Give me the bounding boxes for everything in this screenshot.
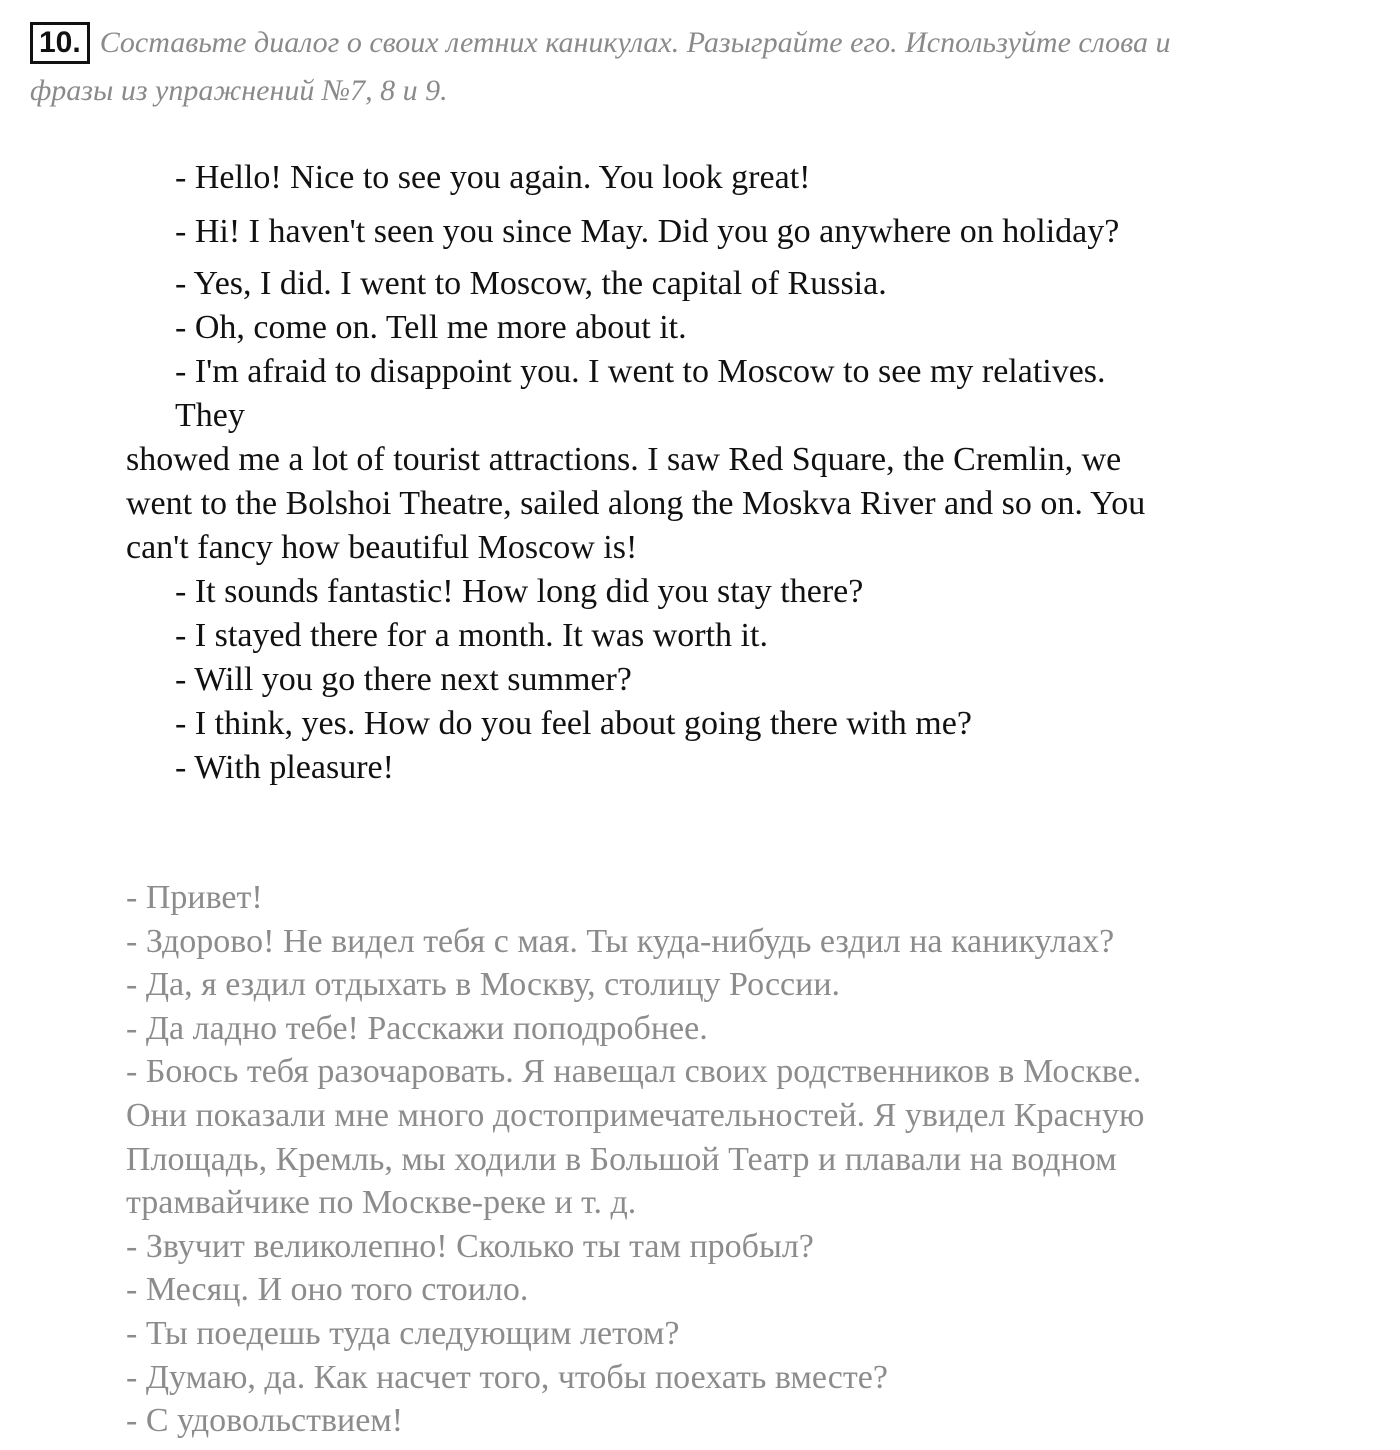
dialog-line-ru: - Ты поедешь туда следующим летом? [126,1314,680,1352]
dialog-russian [126,876,1326,1443]
dialog-line-ru: - Звучит великолепно! Сколько ты там пробыл? [126,1227,814,1265]
dialog-line: - Yes, I did. I went to Moscow, the capital of Russia. [175,265,887,302]
dialog-line: They [175,397,245,434]
dialog-line-ru: - Боюсь тебя разочаровать. Я навещал своих родственников в Москве. [126,1053,1142,1091]
dialog-line: went to the Bolshoi Theatre, sailed along the Moskva River and so on. You [126,485,1146,522]
dialog-line: - I stayed there for a month. It was worth it. [175,617,768,654]
dialog-line: - I think, yes. How do you feel about going there with me? [175,705,972,742]
dialog-line-ru: - Думаю, да. Как насчет того, чтобы поехать вместе? [126,1358,888,1396]
dialog-line: - Hello! Nice to see you again. You look great! [175,159,811,196]
task-instruction: Составьте диалог о своих летних каникулах. Разыграйте его. Используйте слова и [99,26,1171,59]
dialog-line: - It sounds fantastic! How long did you stay there? [175,573,864,610]
dialog-line: - Oh, come on. Tell me more about it. [175,309,687,346]
dialog-line-ru: Площадь, Кремль, мы ходили в Большой Театр и плавали на водном [126,1140,1117,1178]
dialog-line: - I'm afraid to disappoint you. I went to Moscow to see my relatives. [175,353,1106,390]
dialog-line: - With pleasure! [175,749,394,786]
dialog-line-ru: трамвайчике по Москве-реке и т. д. [126,1184,637,1222]
dialog-line-ru: - Здорово! Не видел тебя с мая. Ты куда-нибудь ездил на каникулах? [126,922,1115,960]
dialog-line: can't fancy how beautiful Moscow is! [126,529,638,566]
dialog-line: - Will you go there next summer? [175,661,632,698]
dialog-line: showed me a lot of tourist attractions. I saw Red Square, the Cremlin, we [126,441,1122,478]
task-instruction-continued: фразы из упражнений №7, 8 и 9. [30,74,448,107]
task-header [30,18,1370,114]
dialog-line: - Hi! I haven't seen you since May. Did you go anywhere on holiday? [175,213,1120,250]
task-instruction-row [30,18,1370,68]
dialog-line-ru: - Да, я ездил отдыхать в Москву, столицу России. [126,966,841,1004]
dialog-line-ru: - Месяц. И оно того стоило. [126,1271,529,1309]
task-number: 10. [30,22,90,64]
dialog-line-ru: - Привет! [126,879,263,916]
dialog-line-ru: - Да ладно тебе! Расскажи поподробнее. [126,1009,708,1047]
dialog-line-ru: - С удовольствием! [126,1402,404,1440]
dialog-english [126,156,1276,790]
dialog-line-ru: Они показали мне много достопримечательностей. Я увидел Красную [126,1096,1145,1134]
